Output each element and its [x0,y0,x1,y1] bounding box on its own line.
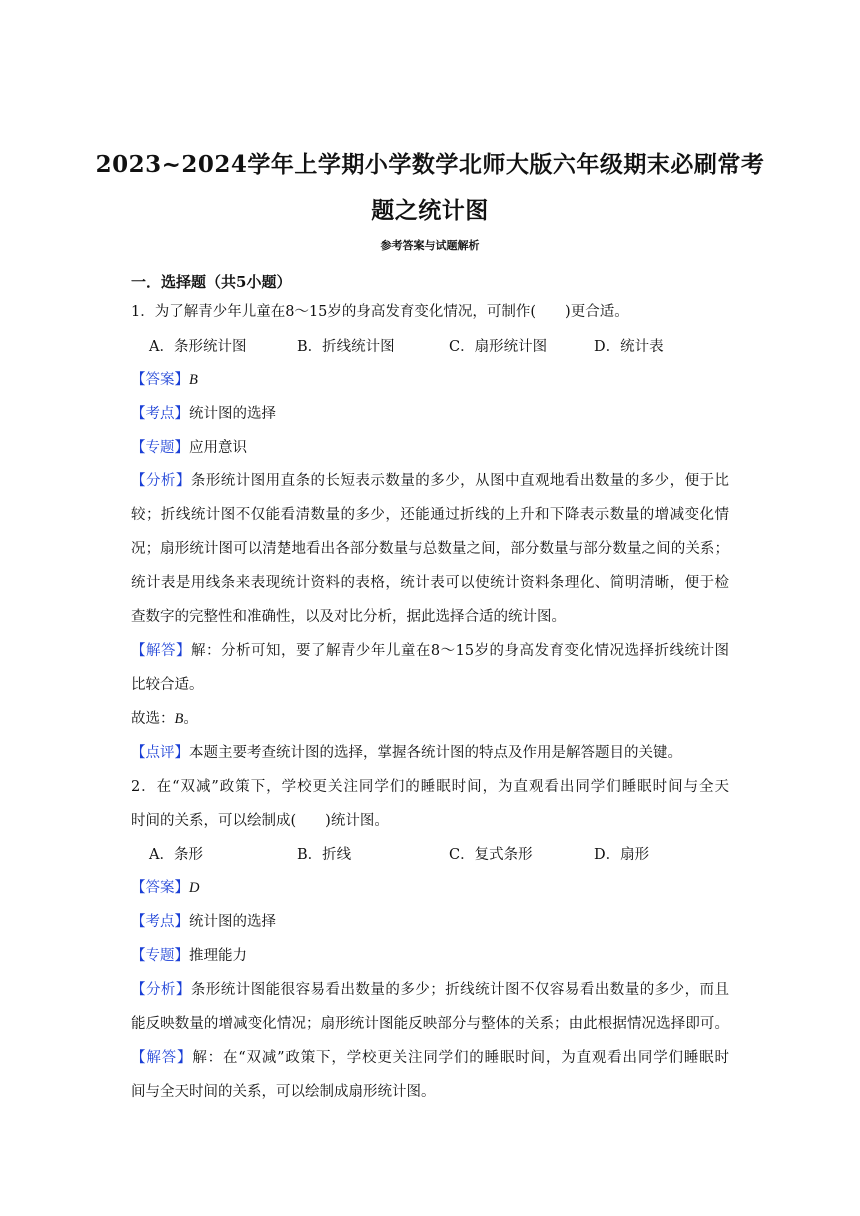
q2-fenxi-line1 [131,980,729,1000]
q2-jieda-line1 [131,1048,729,1068]
jieda-tag: 【解答】 [131,1050,193,1066]
q2-fenxi-line2: 能反映数量的增减变化情况；扇形统计图能反映部分与整体的关系；由此根据情况选择即可。 [131,1016,729,1032]
q2-zhuanti-row [131,946,247,966]
q1-kaodian-row [131,404,276,424]
guxuan-prefix: 故选： [131,711,175,727]
q1-option-d: D．统计表 [594,339,664,355]
fenxi-tag: 【分析】 [131,473,191,489]
q1-option-b: B．折线统计图 [297,339,395,355]
q2-jieda-line2: 间与全天时间的关系，可以绘制成扇形统计图。 [131,1084,436,1100]
answer-tag: 【答案】 [131,372,189,388]
q1-fenxi-line4: 统计表是用线条来表现统计资料的表格，统计表可以使统计资料条理化、简明清晰，便于检 [131,575,729,591]
q1-zhuanti-row [131,438,247,458]
kaodian-value: 统计图的选择 [189,406,276,422]
q1-jieda-line1 [131,641,729,661]
dianping-text: 本题主要考查统计图的选择，掌握各统计图的特点及作用是解答题目的关键。 [189,745,682,761]
q1-fenxi-line1 [131,471,729,491]
q2-option-d: D．扇形 [594,847,650,863]
q1-guxuan [131,709,198,729]
q1-fenxi-line3: 况；扇形统计图可以清楚地看出各部分数量与总数量之间，部分数量与部分数量之间的关系； [131,541,729,557]
q1-answer-row [131,370,198,390]
jieda-tag: 【解答】 [131,643,191,659]
zhuanti-value: 应用意识 [189,440,247,456]
fenxi-text: 条形统计图能很容易看出数量的多少；折线统计图不仅容易看出数量的多少，而且 [190,982,730,998]
zhuanti-tag: 【专题】 [131,440,189,456]
q2-kaodian-row [131,912,276,932]
q1-jieda-line2: 比较合适。 [131,677,204,693]
doc-title-line2: 题之统计图 [371,197,489,224]
doc-subtitle: 参考答案与试题解析 [380,239,480,252]
section-heading: 一．选择题（共5小题） [131,273,292,291]
q1-fenxi-line5: 查数字的完整性和准确性，以及对比分析，据此选择合适的统计图。 [131,609,566,625]
jieda-text: 解：分析可知，要了解青少年儿童在8～15岁的身高发育变化情况选择折线统计图 [190,643,729,659]
q2-option-b: B．折线 [297,847,352,863]
q1-fenxi-line2: 较；折线统计图不仅能看清数量的多少，还能通过折线的上升和下降表示数量的增减变化情 [131,507,729,523]
kaodian-value: 统计图的选择 [189,914,276,930]
q1-option-a: A．条形统计图 [149,339,247,355]
q2-stem-line2: 时间的关系，可以绘制成( )统计图。 [131,813,389,829]
q2-option-a: A．条形 [149,847,203,863]
guxuan-answer: B [174,711,184,727]
answer-value: D [189,880,200,896]
q2-option-c: C．复式条形 [449,847,533,863]
answer-value: B [189,372,198,388]
dianping-tag: 【点评】 [131,745,189,761]
kaodian-tag: 【考点】 [131,406,189,422]
guxuan-suffix: 。 [183,711,198,727]
fenxi-tag: 【分析】 [131,982,191,998]
q1-dianping-row [131,743,682,763]
zhuanti-tag: 【专题】 [131,948,189,964]
q2-answer-row [131,878,199,898]
q1-option-c: C．扇形统计图 [449,339,548,355]
jieda-text: 解：在“双减”政策下，学校更关注同学们的睡眠时间，为直观看出同学们睡眠时 [192,1050,730,1066]
fenxi-text: 条形统计图用直条的长短表示数量的多少，从图中直观地看出数量的多少，便于比 [190,473,730,489]
q2-stem-line1: 2．在“双减”政策下，学校更关注同学们的睡眠时间，为直观看出同学们睡眠时间与全天 [131,779,729,795]
q1-stem: 1．为了解青少年儿童在8～15岁的身高发育变化情况，可制作( )更合适。 [131,304,629,320]
answer-tag: 【答案】 [131,880,189,896]
zhuanti-value: 推理能力 [189,948,247,964]
kaodian-tag: 【考点】 [131,914,189,930]
doc-title-line1: 2023~2024学年上学期小学数学北师大版六年级期末必刷常考 [95,151,765,178]
